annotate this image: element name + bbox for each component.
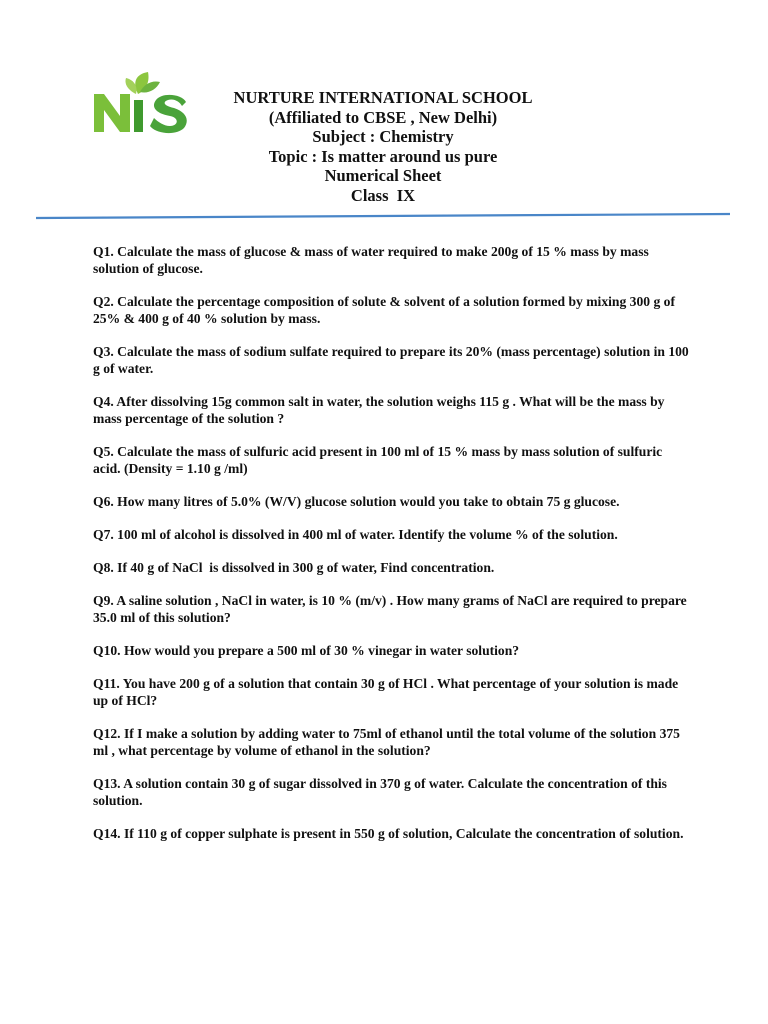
class-line: Class IX (350, 185, 416, 205)
logo-letter-n (94, 94, 130, 132)
question-5: Q5. Calculate the mass of sulfuric acid present in 100 ml of 15 % mass by mass solution of sulfuric acid. (Density = 1.10 g /ml) (93, 444, 663, 476)
sheet-type: Numerical Sheet (324, 166, 442, 186)
topic-line: Topic : Is matter around us pure (268, 146, 498, 166)
leaf-logo-icon (125, 72, 160, 94)
question-list (93, 243, 693, 858)
question-7: Q7. 100 ml of alcohol is dissolved in 400 ml of water. Identify the volume % of the solution. (93, 527, 618, 542)
question-13: Q13. A solution contain 30 g of sugar dissolved in 370 g of water. Calculate the concentration of this solution. (93, 776, 667, 808)
header-divider (36, 208, 730, 220)
question-1: Q1. Calculate the mass of glucose & mass of water required to make 200g of 15 % mass by mass solution of glucose. (93, 244, 649, 276)
school-name: NURTURE INTERNATIONAL SCHOOL (233, 88, 533, 107)
logo-letter-i (134, 100, 143, 132)
school-logo (92, 72, 192, 134)
question-11: Q11. You have 200 g of a solution that contain 30 g of HCl . What percentage of your solution is made up of HCl? (93, 676, 679, 708)
document-header (200, 88, 566, 206)
affiliation: (Affiliated to CBSE , New Delhi) (268, 107, 498, 127)
question-12: Q12. If I make a solution by adding water to 75ml of ethanol until the total volume of the solution 375 ml , what percentage by volume of ethanol in the solution? (93, 726, 680, 758)
question-2: Q2. Calculate the percentage composition of solute & solvent of a solution formed by mixing 300 g of 25% & 400 g of 40 % solution by mass. (93, 294, 675, 326)
subject-line: Subject : Chemistry (312, 127, 454, 147)
question-8: Q8. If 40 g of NaCl is dissolved in 300 g of water, Find concentration. (93, 560, 495, 575)
logo-letter-s (150, 95, 187, 133)
question-9: Q9. A saline solution , NaCl in water, is 10 % (m/v) . How many grams of NaCl are required to prepare 35.0 ml of this solution? (93, 593, 687, 625)
question-14: Q14. If 110 g of copper sulphate is present in 550 g of solution, Calculate the concentration of solution. (93, 826, 684, 841)
question-10: Q10. How would you prepare a 500 ml of 30 % vinegar in water solution? (93, 643, 520, 658)
question-6: Q6. How many litres of 5.0% (W/V) glucose solution would you take to obtain 75 g glucose. (93, 494, 620, 509)
question-4: Q4. After dissolving 15g common salt in water, the solution weighs 115 g . What will be the mass by mass percentage of the solution ? (93, 394, 665, 426)
question-3: Q3. Calculate the mass of sodium sulfate required to prepare its 20% (mass percentage) solution in 100 g of water. (93, 344, 689, 376)
